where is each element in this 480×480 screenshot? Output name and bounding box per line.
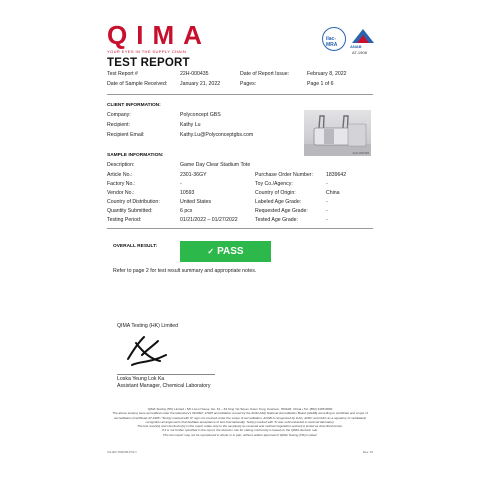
- footer-disclaimer-1: The test result(s) and conclusion(s) in this report relate only to the sample(s) as received and method /regulation section(s) tested as described herein.: [137, 424, 343, 429]
- doc-code: CS-RR-TR0005-POLY: [107, 450, 137, 454]
- recipient-value: Kathy Lu: [180, 122, 201, 128]
- country-origin-label: Country of Origin:: [255, 190, 296, 196]
- company-label: Company:: [107, 112, 131, 118]
- signer-title: Assistant Manager, Chemical Laboratory: [117, 382, 211, 389]
- report-number-value: 22H-000435: [180, 71, 209, 77]
- issue-date-label: Date of Report Issue:: [240, 71, 290, 77]
- country-origin-value: China: [326, 190, 340, 196]
- signoff-company: QIMA Testing (HK) Limited: [117, 323, 179, 329]
- qima-logo: [107, 22, 211, 54]
- ilac-mra-seal-icon: ilac-MRA: [322, 27, 346, 51]
- requested-age-label: Requested Age Grade:: [255, 208, 308, 214]
- po-number-value: 1839642: [326, 172, 347, 178]
- testing-period-value: 01/21/2022 – 01/27/2022: [180, 217, 238, 223]
- logo-tagline: YOUR EYES IN THE SUPPLY CHAIN: [107, 49, 187, 54]
- tote-bag-image: [304, 110, 371, 156]
- anab-label: ANAB: [350, 44, 362, 49]
- accreditation-marks: [322, 27, 377, 57]
- pages-value: Page 1 of 6: [307, 81, 334, 87]
- pass-text: PASS: [217, 246, 244, 257]
- factory-no-label: Factory No.:: [107, 181, 136, 187]
- signature-image: [120, 331, 170, 371]
- footer-disclaimer-3: This test report may not be reproduced in whole or in part, without written approval of QIMA Testing (HK) Limited.: [162, 432, 318, 437]
- report-title: TEST REPORT: [107, 57, 190, 69]
- vendor-no-value: 10593: [180, 190, 195, 196]
- country-distribution-value: United States: [180, 199, 212, 205]
- description-label: Description:: [107, 162, 135, 168]
- photo-caption: 22H-000435: [352, 151, 369, 155]
- vendor-no-label: Vendor No.:: [107, 190, 135, 196]
- footer-disclaimer-2: If it is not further specified in the report, the decision rule for stating conformity is based on the QIMA decision rule.: [161, 428, 319, 433]
- footer-accreditation: The above tests(s) were accredited under the laboratory's ISO/IEC 17025 accreditation issued by the ANSI-ASQ National Accreditation Board (ANAB) according to certificate and scope of accreditation (Certificate AT-1908 / Test(s) marked with 'R' sign not covered under the scope of accreditation. ANAB is recognized by ILAC, APAC and IAAC as a signatory of multilateral recognition arrangements that facilitate acceptance of test internationally. Test(s) marked with 'S' was subcontracted to external laboratory.: [112, 411, 368, 424]
- testing-period-label: Testing Period:: [107, 217, 142, 223]
- accreditation-code: AT-1908: [352, 50, 367, 55]
- po-number-label: Purchase Order Number:: [255, 172, 313, 178]
- recipient-label: Recipient:: [107, 122, 131, 128]
- toy-agency-label: Toy Co./Agency:: [255, 181, 293, 187]
- factory-no-value: -: [180, 181, 182, 187]
- sample-received-value: January 21, 2022: [180, 81, 221, 87]
- labeled-age-label: Labeled Age Grade:: [255, 199, 302, 205]
- requested-age-value: -: [326, 208, 328, 214]
- pass-check-icon: ✓: [207, 247, 215, 256]
- article-no-value: 2301-36GY: [180, 172, 207, 178]
- divider: [107, 228, 373, 229]
- recipient-email-label: Recipient Email:: [107, 132, 145, 138]
- signer-name: Loska Yeung Lok Ka: [117, 376, 165, 382]
- company-value: Polyconcept GBS: [180, 112, 221, 118]
- footer-address: QIMA Testing (HK) Limited • 5/F Liven House, No. 61 – 63 King Yip Street, Kwun Tong, Kowloon, HKSAR, China • Tel: (852) 3185 8800: [147, 407, 333, 411]
- signer-block: [117, 376, 210, 389]
- sample-info-heading: SAMPLE INFORMATION:: [107, 153, 164, 158]
- footer-bottom: [107, 450, 373, 454]
- overall-result-label: OVERALL RESULT:: [113, 244, 158, 249]
- pass-badge: [180, 241, 271, 262]
- tested-age-label: Tested Age Grade:: [255, 217, 298, 223]
- recipient-email-value: Kathy.Lu@Polyconceptgbs.com: [180, 132, 254, 138]
- labeled-age-value: -: [326, 199, 328, 205]
- issue-date-value: February 8, 2022: [307, 71, 347, 77]
- toy-agency-value: -: [326, 181, 328, 187]
- divider: [107, 94, 373, 95]
- client-info-heading: CLIENT INFORMATION:: [107, 103, 161, 108]
- revision: Rev. 19: [362, 450, 373, 454]
- pages-label: Pages:: [240, 81, 257, 87]
- description-value: Game Day Clear Stadium Tote: [180, 162, 251, 168]
- quantity-value: 6 pcs: [180, 208, 193, 214]
- sample-photo: [304, 110, 371, 156]
- report-number-row: [107, 71, 138, 77]
- anab-logo-icon: [350, 27, 376, 45]
- signature-line: [117, 374, 215, 375]
- tested-age-value: -: [326, 217, 328, 223]
- article-no-label: Article No.:: [107, 172, 133, 178]
- footer: [107, 407, 373, 437]
- logo-text: QIMA: [107, 20, 211, 50]
- report-number-label: Test Report #: [107, 71, 138, 77]
- result-note: Refer to page 2 for test result summary and appropriate notes.: [113, 268, 257, 274]
- quantity-label: Quantity Submitted:: [107, 208, 153, 214]
- sample-received-label: Date of Sample Received:: [107, 81, 168, 87]
- country-distribution-label: Country of Distribution:: [107, 199, 160, 205]
